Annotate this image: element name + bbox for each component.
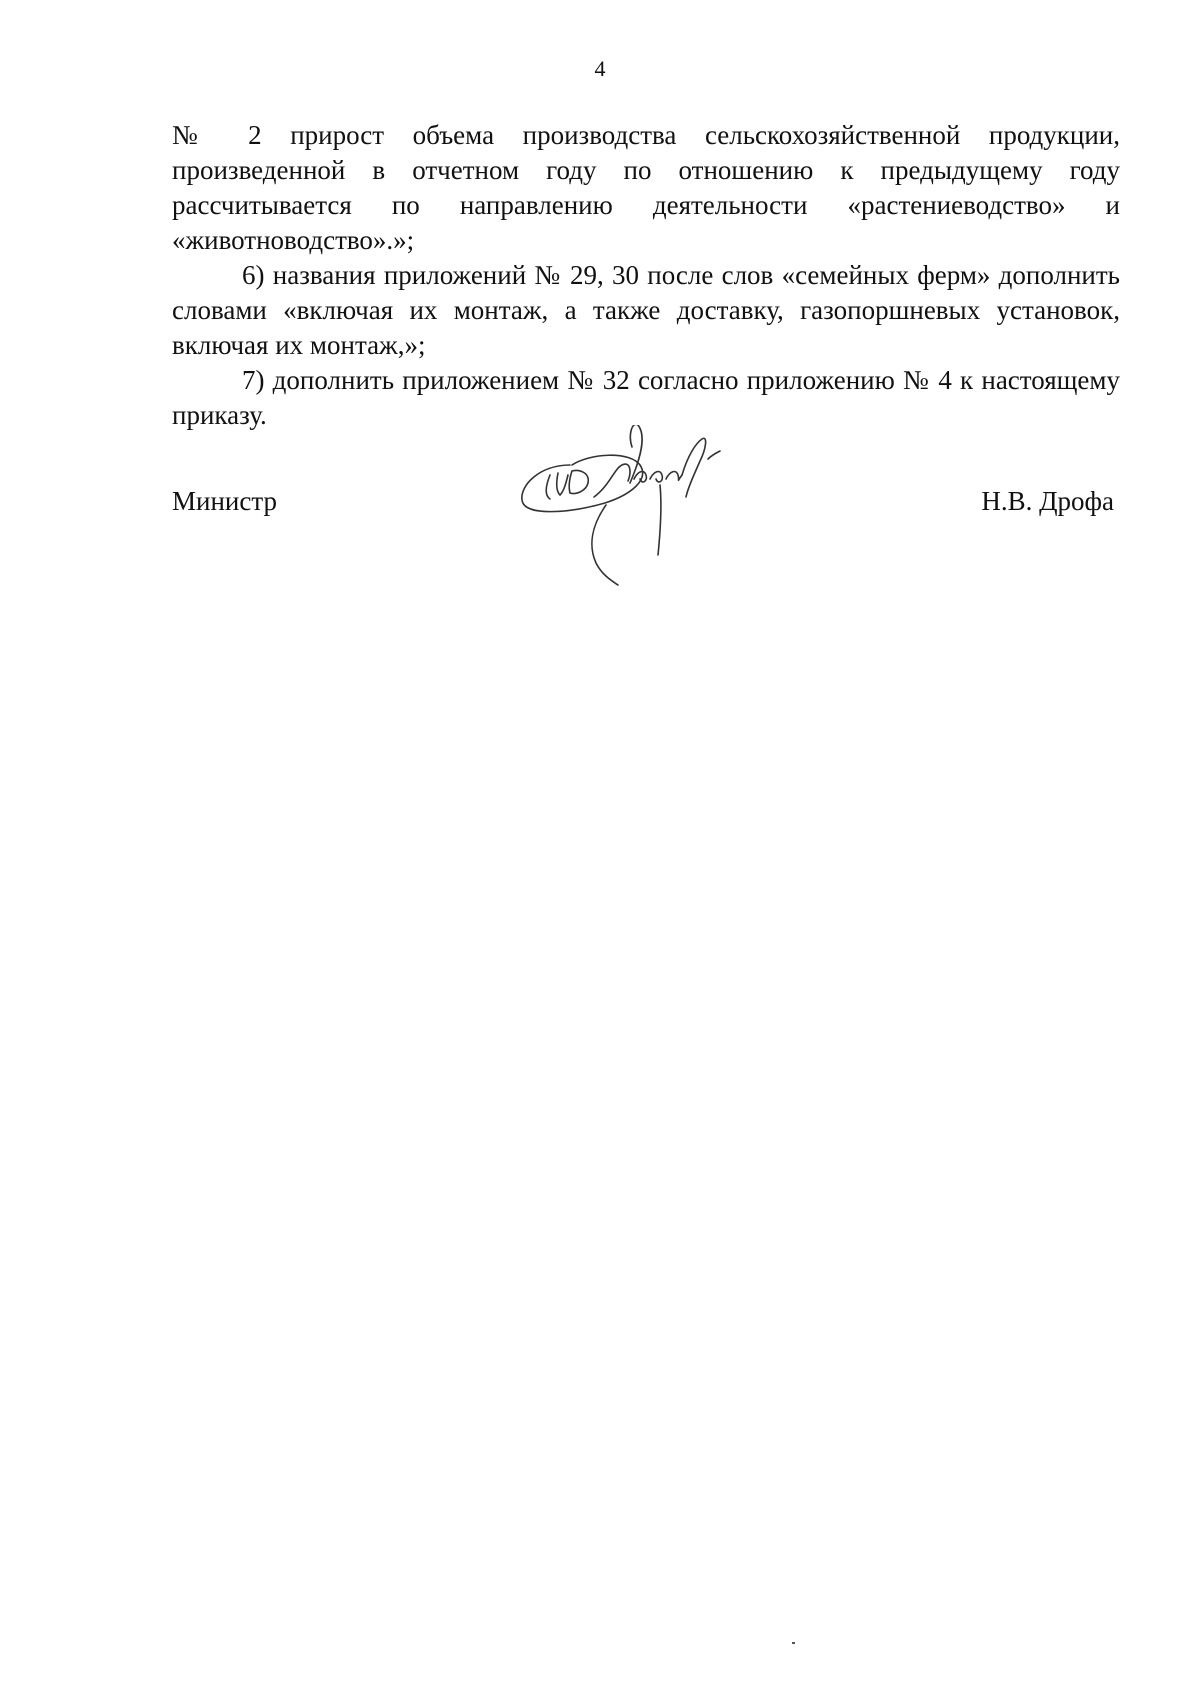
paragraph-item-7: 7) дополнить приложением № 32 согласно приложению № 4 к настоящему приказу. xyxy=(172,365,1120,430)
handwritten-signature-icon xyxy=(510,425,780,615)
paragraph-item-6: 6) названия приложений № 29, 30 после слов «семейных ферм» дополнить словами «включая их монтаж, а также доставку, газопоршневых установок, включая их монтаж,»; xyxy=(172,260,1120,360)
page-number: 4 xyxy=(594,56,606,81)
document-body xyxy=(172,118,1120,433)
paragraph-continuation: № 2 прирост объема производства сельскохозяйственной продукции, произведенной в отчетном году по отношению к предыдущему году рассчитывается по направлению деятельности «растениеводство» и «животноводство».»; xyxy=(172,120,1120,255)
scan-speck xyxy=(792,1642,795,1644)
signatory-title: Министр xyxy=(172,486,277,516)
signatory-name: Н.В. Дрофа xyxy=(981,486,1114,516)
